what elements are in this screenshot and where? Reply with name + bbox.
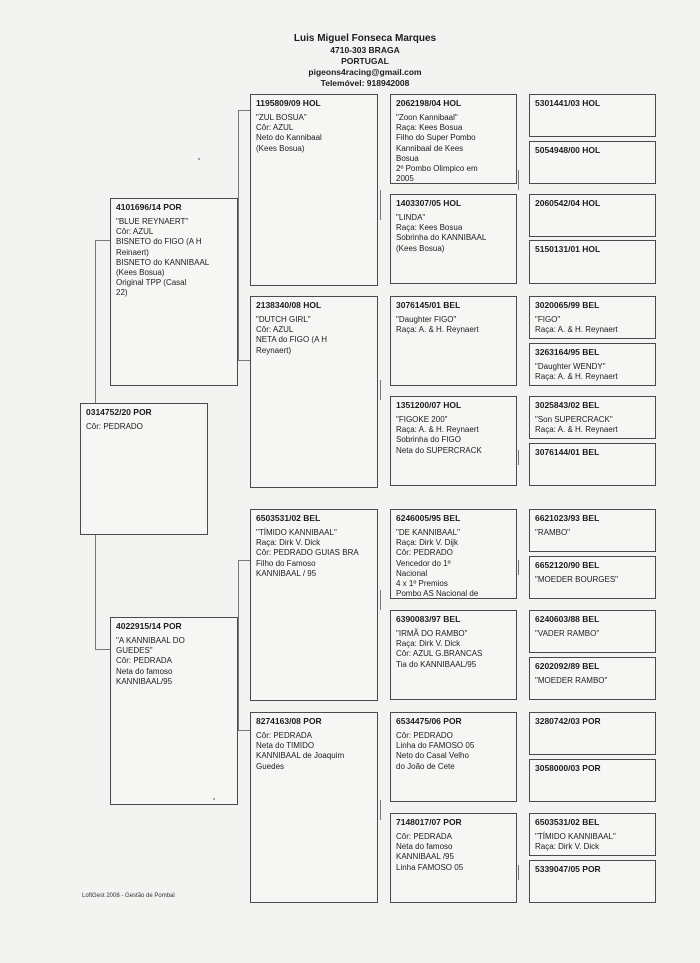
bird-detail-line: Neta do SUPERCRACK [396, 445, 482, 455]
bird-card-gen5-2[interactable] [529, 141, 656, 184]
bird-card-gen5-14[interactable] [529, 759, 656, 802]
ring-number: 3076145/01 BEL [396, 300, 461, 310]
ring-number: 2060542/04 HOL [535, 198, 601, 208]
bird-card-dam-dam[interactable] [250, 712, 378, 903]
bird-detail-line: Linha FAMOSO 05 [396, 862, 464, 872]
bird-detail-line: "FIGOKE 200" [396, 415, 448, 424]
bird-details [535, 362, 650, 382]
bird-detail-line: Bosua [396, 153, 419, 163]
bird-detail-line: Kannibaal de Kees [396, 143, 464, 153]
bird-details [256, 731, 372, 772]
bird-detail-line: (Kees Bosua) [396, 243, 445, 253]
bird-details [535, 629, 650, 639]
bird-detail-line: "RAMBO" [535, 528, 571, 537]
bird-detail-line: "ZUL BOSUA" [256, 113, 307, 122]
bird-details [256, 113, 372, 154]
owner-header [180, 32, 550, 89]
bird-detail-line: Raça: Dirk V. Dick [535, 842, 600, 852]
bird-details [396, 213, 511, 254]
bird-card-gen5-15[interactable] [529, 813, 656, 856]
bird-detail-line: BISNETO do KANNIBAAL [116, 257, 210, 267]
bird-card-gen5-13[interactable] [529, 712, 656, 755]
bird-details [396, 415, 511, 456]
connector-line [518, 560, 519, 575]
bird-detail-line: Côr: AZUL [116, 227, 154, 237]
bird-details [256, 315, 372, 356]
bird-card-gen5-7[interactable] [529, 396, 656, 439]
bird-card-gen5-5[interactable] [529, 296, 656, 339]
bird-detail-line: Tia do KANNIBAAL/95 [396, 659, 477, 669]
ring-number: 1195809/09 HOL [256, 98, 321, 108]
bird-detail-line: KANNIBAAL /95 [396, 852, 454, 862]
bird-detail-line: Côr: PEDRADA [256, 731, 313, 740]
connector-line [518, 865, 519, 880]
bird-detail-line: "BLUE REYNAERT" [116, 217, 189, 226]
bird-detail-line: Raça: Kees Bosua [396, 223, 463, 233]
connector-line [95, 240, 110, 241]
bird-details [256, 528, 372, 579]
bird-card-gen5-3[interactable] [529, 194, 656, 237]
connector-line [380, 380, 381, 400]
bird-detail-line: Côr: PEDRADO [86, 422, 143, 431]
ring-number: 0314752/20 POR [86, 407, 152, 417]
bird-detail-line: Raça: A. & H. Reynaert [535, 325, 618, 335]
bird-detail-line: 2005 [396, 174, 414, 184]
bird-detail-line: Filho do Super Pombo [396, 133, 476, 143]
bird-details [396, 731, 511, 772]
ring-number: 6390083/97 BEL [396, 614, 461, 624]
bird-detail-line: 4 x 1º Premios [396, 579, 448, 589]
bird-detail-line: Côr: PEDRADO GUIAS BRA [256, 548, 359, 558]
bird-detail-line: KANNIBAAL de Joaquim [256, 751, 345, 761]
bird-detail-line: Original TPP (Casal [116, 278, 187, 288]
bird-card-subject[interactable] [80, 403, 208, 535]
bird-details [396, 528, 511, 599]
bird-card-dds[interactable] [390, 712, 517, 802]
bird-card-gen5-6[interactable] [529, 343, 656, 386]
connector-line [238, 360, 250, 361]
bird-detail-line: Guedes [256, 761, 285, 771]
bird-card-dam[interactable] [110, 617, 238, 805]
connector-line [95, 649, 110, 650]
bird-details [396, 315, 511, 335]
connector-line [238, 560, 250, 561]
bird-detail-line: Filho do Famoso [256, 558, 316, 568]
bird-card-sdd[interactable] [390, 396, 517, 486]
ring-number: 2062198/04 HOL [396, 98, 462, 108]
bird-detail-line: Côr: PEDRADO [396, 731, 453, 740]
ring-number: 4101696/14 POR [116, 202, 182, 212]
connector-line [518, 170, 519, 190]
bird-detail-line: Nacional [396, 568, 428, 578]
bird-card-gen5-11[interactable] [529, 610, 656, 653]
bird-detail-line: Côr: PEDRADA [116, 656, 173, 666]
ring-number: 6503531/02 BEL [535, 817, 600, 827]
ring-number: 6246005/95 BEL [396, 513, 461, 523]
bird-detail-line: Raça: A. & H. Reynaert [396, 325, 479, 335]
ring-number: 3280742/03 POR [535, 716, 601, 726]
bird-details [116, 636, 232, 687]
ring-number: 1351200/07 HOL [396, 400, 462, 410]
connector-line [518, 450, 519, 465]
bird-card-gen5-4[interactable] [529, 240, 656, 284]
bird-detail-line: "VADER RAMBO" [535, 629, 600, 638]
owner-phone: Telemóvel: 918942008 [320, 78, 410, 88]
ring-number: 6621023/93 BEL [535, 513, 600, 523]
ring-number: 3058000/03 POR [535, 763, 601, 773]
bird-details [396, 113, 511, 184]
bird-detail-line: "Zoon Kannibaal" [396, 113, 458, 122]
ring-number: 3263164/95 BEL [535, 347, 600, 357]
ring-number: 3076144/01 BEL [535, 447, 600, 457]
connector-line [380, 590, 381, 610]
bird-details [535, 832, 650, 852]
bird-detail-line: Reinaert) [116, 247, 149, 257]
bird-detail-line: Raça: Dirk V. Dick [256, 538, 321, 548]
bird-card-gen5-12[interactable] [529, 657, 656, 700]
bird-detail-line: Côr: PEDRADA [396, 832, 453, 841]
bird-detail-line: Raça: Dirk V. Dick [396, 639, 461, 649]
bird-detail-line: 2º Pombo Olimpico em [396, 164, 478, 174]
bird-detail-line: Raça: A. & H. Reynaert [535, 425, 618, 435]
bird-detail-line: KANNIBAAL / 95 [256, 568, 317, 578]
bird-detail-line: do João de Cete [396, 761, 455, 771]
scan-speck [213, 798, 215, 800]
ring-number: 5054948/00 HOL [535, 145, 601, 155]
bird-card-sds[interactable] [390, 296, 517, 386]
bird-details [396, 629, 511, 670]
bird-detail-line: Vencedor do 1º [396, 558, 451, 568]
bird-detail-line: "LINDA" [396, 213, 426, 222]
ring-number: 6534475/06 POR [396, 716, 462, 726]
ring-number: 6503531/02 BEL [256, 513, 321, 523]
footer-text: LoftGest 2008 - Gestão de Pombal [82, 893, 175, 899]
bird-card-sire[interactable] [110, 198, 238, 386]
bird-card-gen5-8[interactable] [529, 443, 656, 486]
ring-number: 8274163/08 POR [256, 716, 322, 726]
ring-number: 4022915/14 POR [116, 621, 182, 631]
bird-details [396, 832, 511, 873]
connector-line [238, 110, 239, 360]
bird-detail-line: "Daughter FIGO" [396, 315, 457, 324]
bird-detail-line: Sobrinha do KANNIBAAL [396, 233, 487, 243]
bird-detail-line: Neta do famoso [116, 666, 173, 676]
bird-card-dsd[interactable] [390, 610, 517, 700]
bird-card-dam-sire[interactable] [250, 509, 378, 701]
bird-detail-line: Raça: A. & H. Reynaert [396, 425, 479, 435]
ring-number: 2138340/08 HOL [256, 300, 322, 310]
bird-detail-line: Neto do Kannibaal [256, 133, 322, 143]
ring-number: 1403307/05 HOL [396, 198, 462, 208]
bird-detail-line: "MOEDER RAMBO" [535, 676, 608, 685]
bird-detail-line: "TÍMIDO KANNIBAAL" [535, 832, 616, 841]
bird-detail-line: Neta do famoso [396, 842, 453, 852]
connector-line [380, 190, 381, 220]
bird-details [535, 676, 650, 686]
bird-card-sire-dam[interactable] [250, 296, 378, 488]
bird-detail-line: "TÍMIDO KANNIBAAL" [256, 528, 337, 537]
owner-name: Luis Miguel Fonseca Marques [293, 33, 437, 44]
bird-details [535, 315, 650, 335]
bird-detail-line: Neto do Casal Velho [396, 751, 469, 761]
bird-detail-line: Raça: A. & H. Reynaert [535, 372, 618, 382]
bird-details [535, 575, 650, 585]
connector-line [238, 730, 250, 731]
connector-line [238, 560, 239, 730]
bird-detail-line: Raça: Dirk V. Dijk [396, 538, 458, 548]
bird-card-sss[interactable] [390, 94, 517, 184]
bird-detail-line: Sobrinha do FIGO [396, 435, 461, 445]
bird-detail-line: "MOEDER BOURGES" [535, 575, 619, 584]
bird-details [116, 217, 232, 299]
ring-number: 6652120/90 BEL [535, 560, 600, 570]
bird-detail-line: Neta do TIMIDO [256, 741, 315, 751]
bird-detail-line: 22) [116, 288, 128, 298]
bird-detail-line: (Kees Bosua) [116, 268, 165, 278]
connector-line [380, 800, 381, 820]
bird-detail-line: Pombo AS Nacional de [396, 589, 479, 599]
bird-card-dss[interactable] [390, 509, 517, 599]
bird-detail-line: Côr: AZUL [256, 325, 294, 335]
ring-number: 7148017/07 POR [396, 817, 462, 827]
bird-card-sire-sire[interactable] [250, 94, 378, 286]
bird-details [86, 422, 202, 432]
bird-detail-line: Raça: Kees Bosua [396, 123, 463, 133]
ring-number: 5150131/01 HOL [535, 244, 601, 254]
bird-card-ddd[interactable] [390, 813, 517, 903]
bird-detail-line: "A KANNIBAAL DO [116, 636, 185, 645]
scan-speck [198, 158, 200, 160]
owner-country: PORTUGAL [341, 56, 389, 66]
bird-detail-line: "FIGO" [535, 315, 561, 324]
ring-number: 5339047/05 POR [535, 864, 601, 874]
bird-detail-line: Côr: AZUL [256, 123, 294, 133]
bird-detail-line: (Kees Bosua) [256, 143, 305, 153]
bird-detail-line: "DE KANNIBAAL" [396, 528, 460, 537]
bird-card-ssd[interactable] [390, 194, 517, 284]
bird-detail-line: "DUTCH GIRL" [256, 315, 311, 324]
bird-details [535, 415, 650, 435]
bird-detail-line: Côr: AZUL G.BRANCAS [396, 649, 483, 659]
owner-email: pigeons4racing@gmail.com [308, 67, 422, 77]
bird-detail-line: BISNETO do FIGO (A H [116, 237, 202, 247]
connector-line [238, 110, 250, 111]
ring-number: 3025843/02 BEL [535, 400, 600, 410]
bird-detail-line: KANNIBAAL/95 [116, 676, 173, 686]
bird-card-gen5-10[interactable] [529, 556, 656, 599]
bird-card-gen5-9[interactable] [529, 509, 656, 552]
bird-detail-line: "Son SUPERCRACK" [535, 415, 613, 424]
owner-postal: 4710-303 BRAGA [330, 45, 400, 55]
bird-detail-line: Côr: PEDRADO [396, 548, 453, 558]
bird-detail-line: GUEDES" [116, 646, 153, 656]
ring-number: 5301441/03 HOL [535, 98, 601, 108]
bird-detail-line: Reynaert) [256, 345, 292, 355]
ring-number: 6202092/89 BEL [535, 661, 600, 671]
bird-detail-line: "Daughter WENDY" [535, 362, 606, 371]
ring-number: 3020065/99 BEL [535, 300, 600, 310]
bird-detail-line: NETA do FIGO (A H [256, 335, 327, 345]
bird-detail-line: "IRMÃ DO RAMBO" [396, 629, 468, 638]
bird-card-gen5-1[interactable] [529, 94, 656, 137]
bird-card-gen5-16[interactable] [529, 860, 656, 903]
bird-detail-line: Linha do FAMOSO 05 [396, 741, 475, 751]
ring-number: 6240603/88 BEL [535, 614, 600, 624]
bird-details [535, 528, 650, 538]
